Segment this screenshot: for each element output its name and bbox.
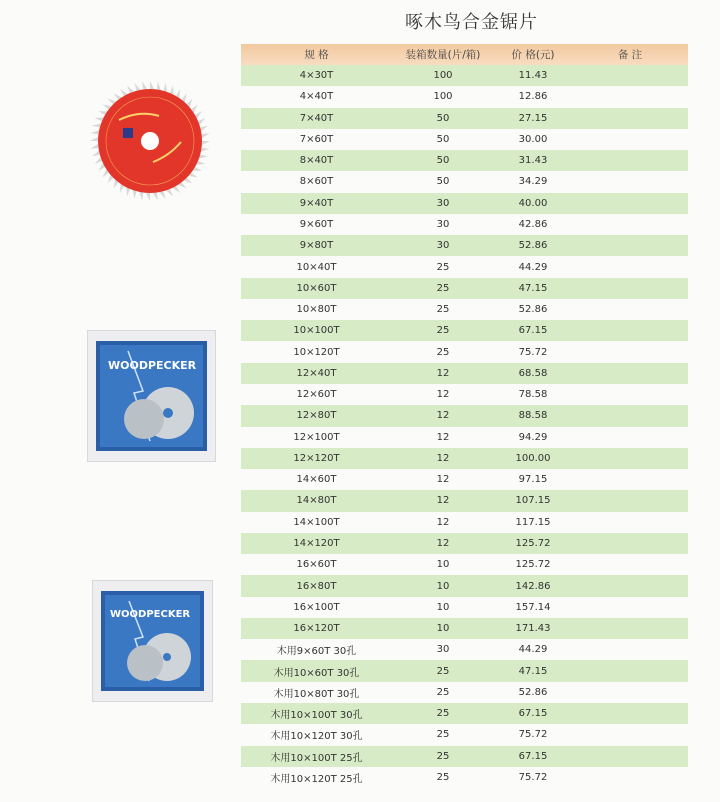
table-row (241, 533, 688, 554)
cell-spec: 14×100T (293, 516, 340, 528)
table-row (241, 108, 688, 129)
table-row (241, 235, 688, 256)
page-title: 啄木鸟合金锯片 (405, 12, 538, 33)
cell-pack-qty: 12 (436, 431, 450, 443)
cell-price: 125.72 (515, 537, 551, 549)
table-row (241, 86, 688, 107)
box-brand-text: WOODPECKER (108, 359, 197, 372)
table-row (241, 746, 688, 767)
table-row (241, 363, 688, 384)
cell-spec: 木用10×120T 25孔 (270, 773, 363, 785)
cell-pack-qty: 25 (436, 325, 450, 337)
cell-pack-qty: 12 (436, 537, 450, 549)
table-row (241, 639, 688, 660)
cell-spec: 16×100T (293, 601, 340, 613)
cell-price: 75.72 (518, 346, 548, 358)
cell-pack-qty: 25 (436, 750, 450, 762)
table-row (241, 597, 688, 618)
table-row (241, 171, 688, 192)
table-row (241, 405, 688, 426)
table-row (241, 193, 688, 214)
cell-price: 107.15 (515, 495, 551, 507)
table-row (241, 214, 688, 235)
cell-spec: 7×60T (299, 133, 334, 145)
cell-pack-qty: 12 (436, 516, 450, 528)
cell-price: 40.00 (518, 197, 548, 209)
header-spec: 规 格 (304, 49, 329, 61)
table-row (241, 150, 688, 171)
cell-spec: 8×60T (299, 176, 334, 188)
table-row (241, 256, 688, 277)
cell-price: 12.86 (518, 91, 548, 103)
table-row (241, 384, 688, 405)
cell-price: 97.15 (518, 474, 548, 486)
cell-spec: 16×60T (296, 559, 337, 571)
cell-spec: 木用10×100T 25孔 (270, 752, 363, 764)
table-row (241, 278, 688, 299)
cell-spec: 木用10×120T 30孔 (270, 731, 363, 743)
table-row (241, 682, 688, 703)
saw-blade-image (89, 80, 211, 202)
table-row (241, 427, 688, 448)
cell-pack-qty: 25 (436, 729, 450, 741)
cell-spec: 10×60T (296, 282, 337, 294)
cell-price: 44.29 (518, 261, 548, 273)
cell-pack-qty: 30 (436, 197, 450, 209)
cell-pack-qty: 12 (436, 389, 450, 401)
cell-price: 94.29 (518, 431, 548, 443)
table-row (241, 554, 688, 575)
cell-spec: 9×40T (299, 197, 334, 209)
cell-pack-qty: 100 (433, 70, 453, 82)
table-row (241, 660, 688, 681)
cell-spec: 木用10×100T 30孔 (270, 710, 363, 722)
cell-price: 157.14 (515, 601, 551, 613)
table-row (241, 575, 688, 596)
table-row (241, 767, 688, 788)
cell-spec: 14×120T (293, 537, 340, 549)
cell-price: 67.15 (518, 325, 548, 337)
header-price: 价 格(元) (511, 49, 555, 61)
cell-spec: 12×80T (296, 410, 337, 422)
cell-pack-qty: 10 (436, 623, 450, 635)
cell-pack-qty: 12 (436, 474, 450, 486)
cell-price: 75.72 (518, 729, 548, 741)
cell-price: 68.58 (518, 367, 548, 379)
cell-spec: 12×100T (293, 431, 340, 443)
table-row (241, 490, 688, 511)
cell-pack-qty: 50 (436, 133, 450, 145)
cell-spec: 10×100T (293, 325, 340, 337)
cell-price: 67.15 (518, 708, 548, 720)
cell-price: 100.00 (515, 452, 551, 464)
header-pack-qty: 装箱数量(片/箱) (405, 49, 481, 61)
table-row (241, 703, 688, 724)
table-row (241, 65, 688, 86)
cell-spec: 9×80T (299, 240, 334, 252)
cell-pack-qty: 12 (436, 367, 450, 379)
product-box-image-1 (87, 330, 216, 462)
cell-price: 44.29 (518, 644, 548, 656)
cell-spec: 14×80T (296, 495, 337, 507)
cell-spec: 4×40T (299, 91, 334, 103)
cell-pack-qty: 50 (436, 155, 450, 167)
cell-price: 75.72 (518, 771, 548, 783)
cell-price: 125.72 (515, 559, 551, 571)
cell-price: 117.15 (515, 516, 551, 528)
cell-pack-qty: 10 (436, 601, 450, 613)
table-row (241, 341, 688, 362)
cell-pack-qty: 25 (436, 665, 450, 677)
cell-pack-qty: 25 (436, 282, 450, 294)
cell-pack-qty: 12 (436, 452, 450, 464)
cell-spec: 12×120T (293, 452, 340, 464)
cell-pack-qty: 25 (436, 771, 450, 783)
header-remark: 备 注 (617, 49, 643, 61)
cell-spec: 木用10×60T 30孔 (273, 667, 360, 679)
price-table (241, 44, 688, 788)
cell-spec: 木用10×80T 30孔 (273, 688, 360, 700)
cell-spec: 12×40T (296, 367, 337, 379)
cell-pack-qty: 25 (436, 686, 450, 698)
table-row (241, 320, 688, 341)
cell-price: 78.58 (518, 389, 548, 401)
product-box-image-2 (92, 580, 213, 702)
cell-price: 31.43 (518, 155, 548, 167)
cell-pack-qty: 50 (436, 112, 450, 124)
cell-price: 27.15 (518, 112, 548, 124)
cell-pack-qty: 30 (436, 644, 450, 656)
cell-pack-qty: 50 (436, 176, 450, 188)
table-row (241, 724, 688, 745)
cell-spec: 9×60T (299, 218, 334, 230)
cell-price: 30.00 (518, 133, 548, 145)
table-row (241, 469, 688, 490)
cell-spec: 10×80T (296, 304, 337, 316)
cell-price: 67.15 (518, 750, 548, 762)
cell-pack-qty: 30 (436, 218, 450, 230)
cell-pack-qty: 25 (436, 261, 450, 273)
cell-price: 11.43 (518, 70, 548, 82)
cell-spec: 16×120T (293, 623, 340, 635)
cell-spec: 8×40T (299, 155, 334, 167)
cell-price: 88.58 (518, 410, 548, 422)
cell-pack-qty: 10 (436, 580, 450, 592)
table-row (241, 129, 688, 150)
cell-price: 52.86 (518, 686, 548, 698)
cell-price: 142.86 (515, 580, 551, 592)
table-row (241, 448, 688, 469)
cell-spec: 10×120T (293, 346, 340, 358)
cell-pack-qty: 25 (436, 304, 450, 316)
cell-price: 34.29 (518, 176, 548, 188)
table-header (241, 44, 688, 65)
cell-spec: 7×40T (299, 112, 334, 124)
table-body (241, 65, 688, 788)
cell-pack-qty: 25 (436, 708, 450, 720)
cell-pack-qty: 30 (436, 240, 450, 252)
cell-price: 52.86 (518, 240, 548, 252)
cell-pack-qty: 25 (436, 346, 450, 358)
cell-price: 47.15 (518, 282, 548, 294)
box-brand-text: WOODPECKER (110, 609, 191, 620)
cell-pack-qty: 12 (436, 495, 450, 507)
table-row (241, 299, 688, 320)
cell-spec: 10×40T (296, 261, 337, 273)
cell-spec: 16×80T (296, 580, 337, 592)
cell-price: 52.86 (518, 304, 548, 316)
cell-spec: 4×30T (299, 70, 334, 82)
cell-spec: 14×60T (296, 474, 337, 486)
cell-price: 42.86 (518, 218, 548, 230)
cell-pack-qty: 10 (436, 559, 450, 571)
table-row (241, 512, 688, 533)
table-row (241, 618, 688, 639)
cell-pack-qty: 12 (436, 410, 450, 422)
cell-spec: 木用9×60T 30孔 (276, 646, 357, 658)
cell-spec: 12×60T (296, 389, 337, 401)
cell-pack-qty: 100 (433, 91, 453, 103)
cell-price: 47.15 (518, 665, 548, 677)
cell-price: 171.43 (515, 623, 551, 635)
